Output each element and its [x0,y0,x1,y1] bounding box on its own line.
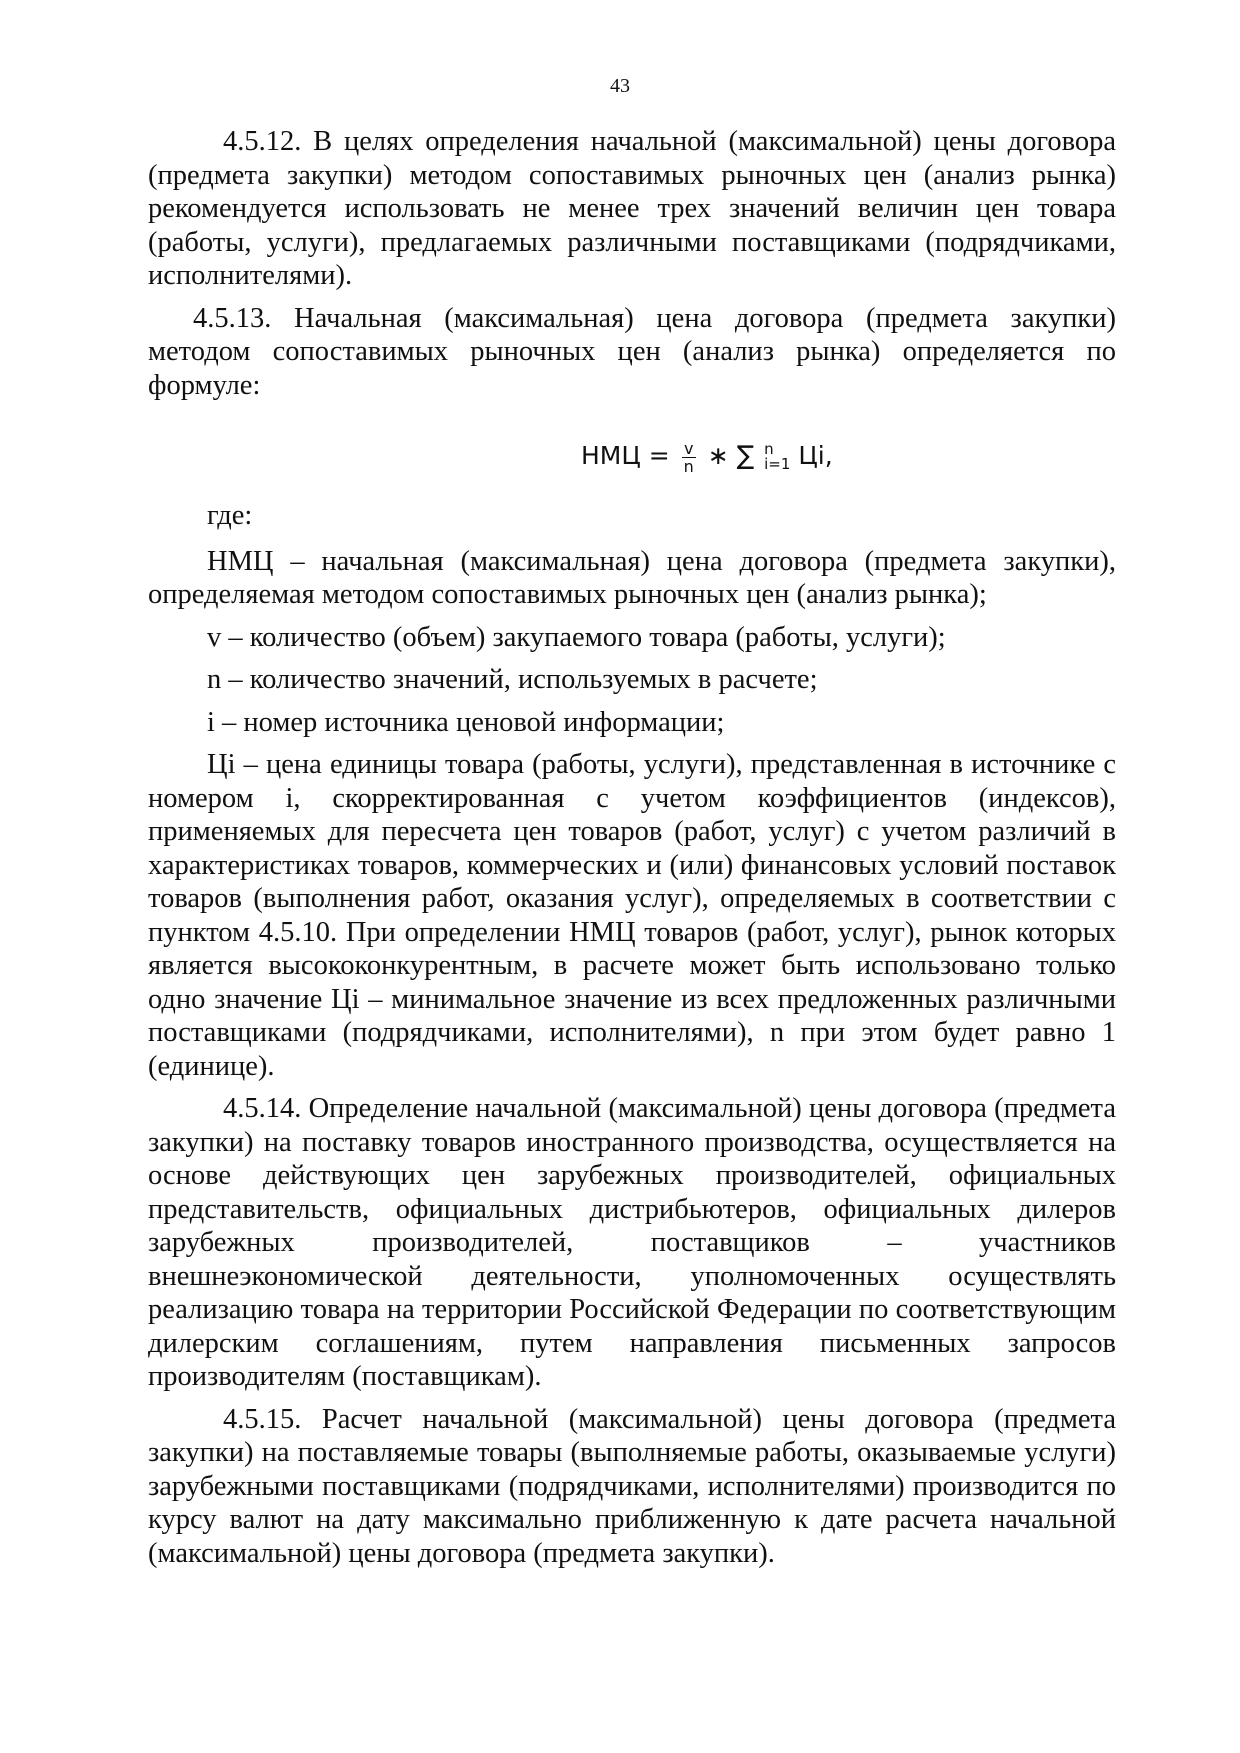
summation-lower: i=1 [764,455,791,473]
summation-upper: n [764,440,774,458]
formula-times: ∗ [707,441,729,470]
formula-equals: = [648,441,670,470]
paragraph-4-5-14: 4.5.14. Определение начальной (максимальной) цены договора (предмета закупки) на поставку товаров иностранного производства, осуществляется на основе действующих цен зарубежных производителей, официальных представительств, официальных дистрибьютеров, официальных дилеров зарубежных производителей, поставщиков – участников внешнеэкономической деятельности, уполномоченных осуществлять реализацию товара на территории Российской Федерации по соответствующим дилерским соглашениям, путем направления письменных запросов производителям (поставщикам). [148,1093,1116,1392]
summation-limits [764,442,790,472]
formula-lhs: НМЦ [581,441,641,470]
paragraph-4-5-12: 4.5.12. В целях определения начальной (максимальной) цены договора (предмета закупки) методом сопоставимых рыночных цен (анализ рынка) рекомендуется использовать не менее трех значений величин цен товара (работы, услуги), предлагаемых различными поставщиками (подрядчиками, исполнителями). [148,126,1116,291]
definition-i: i – номер источника ценовой информации; [207,706,725,738]
document-body [148,125,1116,1570]
definition-n: n – количество значений, используемых в расчете; [207,664,818,695]
formula-fraction [682,440,696,475]
paragraph-4-5-13: 4.5.13. Начальная (максимальная) цена договора (предмета закупки) методом сопоставимых рыночных цен (анализ рынка) определяется по формуле: [148,302,1116,401]
page-number: 43 [610,75,630,97]
fraction-denominator: n [683,456,694,476]
summation-sign: ∑ [736,441,755,471]
paragraph-4-5-15: 4.5.15. Расчет начальной (максимальной) цены договора (предмета закупки) на поставляемые товары (выполняемые работы, оказываемые услуги) зарубежными поставщиками (подрядчиками, исполнителями) производится по курсу валют на дату максимально приближенную к дате расчета начальной (максимальной) цены договора (предмета закупки). [148,1403,1116,1569]
definition-nmc: НМЦ – начальная (максимальная) цена договора (предмета закупки), определяемая методом сопоставимых рыночных цен (анализ рынка); [148,545,1116,610]
where-label: где: [207,500,253,531]
definition-ci: Цi – цена единицы товара (работы, услуги), представленная в источнике с номером i, скорректированная с учетом коэффициентов (индексов), применяемых для пересчета цен товаров (работ, услуг) с учетом различий в характеристиках товаров, коммерческих и (или) финансовых условий поставок товаров (выполнения работ, оказания услуг), определяемых в соответствии с пунктом 4.5.10. При определении НМЦ товаров (работ, услуг), рынок которых является высококонкурентным, в расчете может быть использовано только одно значение Цi – минимальное значение из всех предложенных различными поставщиками (подрядчиками, исполнителями), n при этом будет равно 1 (единице). [148,749,1116,1082]
nmc-formula [148,439,1116,497]
formula-term: Цi, [798,441,833,470]
definition-v: v – количество (объем) закупаемого товара (работы, услуги); [207,621,946,653]
fraction-numerator: v [682,440,696,458]
